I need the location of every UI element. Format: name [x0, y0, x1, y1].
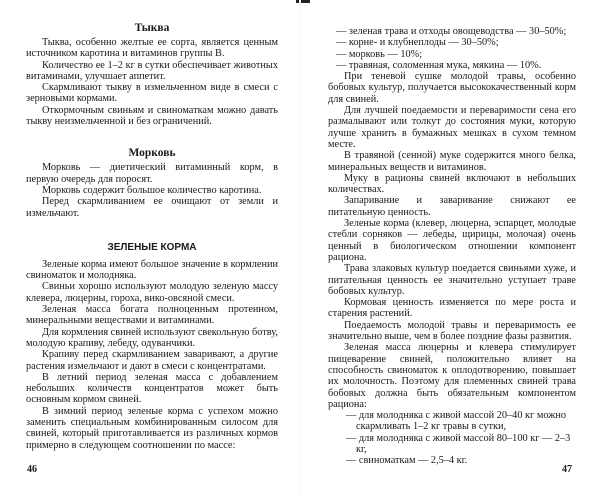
paragraph: Для лучшей поедаемости и переваримости сена его размалывают или толкут до состояния муки, которую лучше хранить в бумажных мешках в сухом темном месте.	[328, 105, 576, 150]
page-number: 47	[562, 464, 572, 475]
list-item: — корне- и клубнеплоды — 30–50%;	[336, 37, 499, 49]
paragraph: Зеленая масса богата полноценным протеином, минеральными веществами и витаминами.	[26, 304, 278, 327]
list-item: — свиноматкам — 2,5–4 кг.	[346, 455, 468, 467]
list-item: — для молодняка с живой массой 20–40 кг можно скармливать 1–2 кг травы в сутки,	[346, 410, 567, 433]
section-heading: ЗЕЛЕНЫЕ КОРМА	[107, 241, 197, 253]
paragraph: Зеленая масса люцерны и клевера стимулирует пищеварение свиней, положительно влияет на способность свиноматок к оплодотворению, повышает их молочность. Поэтому для племенных свиней трава бобовых должна быть обязательным компонентом рациона:	[328, 342, 576, 410]
silage-composition-list	[328, 26, 576, 71]
paragraph: Скармливают тыкву в измельченном виде в смеси с зерновыми кормами.	[26, 82, 278, 105]
feeding-norms-list	[328, 410, 576, 466]
right-page	[300, 0, 600, 497]
list-item: — травяная, соломенная мука, мякина — 10%.	[336, 59, 542, 71]
list-item: — для молодняка с живой массой 80–100 кг — 2–3 кг,	[346, 432, 571, 455]
paragraph: Для кормления свиней используют свекольную ботву, молодую крапиву, лебеду, одуванчики.	[26, 326, 278, 349]
section-heading: Морковь	[128, 147, 176, 160]
paragraph: В травяной (сенной) муке содержится много белка, минеральных веществ и витаминов.	[328, 150, 576, 173]
paragraph: Поедаемость молодой травы и переваримость ее значительно выше, чем в более поздние фазы развития.	[328, 319, 576, 343]
paragraph: Откормочным свиньям и свиноматкам можно давать тыкву неизмельченной и без ограничений.	[26, 104, 278, 128]
paragraph: При теневой сушке молодой травы, особенно бобовых культур, получается высококачественный корм для свиней.	[328, 71, 576, 105]
paragraph: Трава злаковых культур поедается свиньями хуже, и питательная ценность ее значительно уступает траве бобовых культур.	[328, 263, 576, 297]
section-pumpkin	[26, 22, 278, 127]
section-heading: Тыква	[134, 22, 170, 34]
paragraph: В летний период зеленая масса с добавлением небольших количеств концентратов может быть основным кормом свиней.	[26, 371, 278, 406]
paragraph: Крапиву перед скармливанием заваривают, а другие растения измельчают и дают в смеси с концентратами.	[26, 349, 278, 372]
paragraph: Зеленые корма (клевер, люцерна, эспарцет, молодые стебли сорняков — лебеды, щирицы, молочая) очень ценный в биологическом отношении компонент рациона.	[328, 218, 576, 263]
paragraph: Морковь — диетический витаминный корм, в первую очередь для поросят.	[26, 162, 278, 185]
list-item: — зеленая трава и отходы овощеводства — 30–50%;	[336, 26, 567, 37]
paragraph: Перед скармливанием ее очищают от земли и измельчают.	[26, 196, 278, 219]
paragraph: Запаривание и заваривание снижают ее питательную ценность.	[328, 195, 576, 218]
paragraph: Количество ее 1–2 кг в сутки обеспечивает животных витаминами, улучшает аппетит.	[26, 59, 278, 82]
paragraph: Муку в рационы свиней включают в небольших количествах.	[328, 172, 576, 196]
paragraph: Зеленые корма имеют большое значение в кормлении свиноматок и молодняка.	[26, 258, 278, 282]
paragraph: Морковь содержит большое количество каротина.	[42, 184, 262, 196]
section-green-feed	[26, 241, 278, 451]
page-number: 46	[27, 464, 37, 475]
paragraph: Свиньи хорошо используют молодую зеленую массу клевера, люцерны, гороха, вико-овсяной смеси.	[26, 281, 278, 304]
paragraph: Тыква, особенно желтые ее сорта, является ценным источником каротина и витаминов группы В.	[26, 37, 278, 60]
section-carrot	[26, 147, 278, 218]
list-item: — морковь — 10%;	[336, 48, 423, 60]
paragraph: В зимний период зеленые корма с успехом можно заменить специальным комбинированным силосом для свиней, который приготавливается из различных кормов примерно в следующем соотношении по массе:	[26, 405, 278, 451]
paragraph: Кормовая ценность изменяется по мере роста и старения растений.	[328, 297, 576, 320]
